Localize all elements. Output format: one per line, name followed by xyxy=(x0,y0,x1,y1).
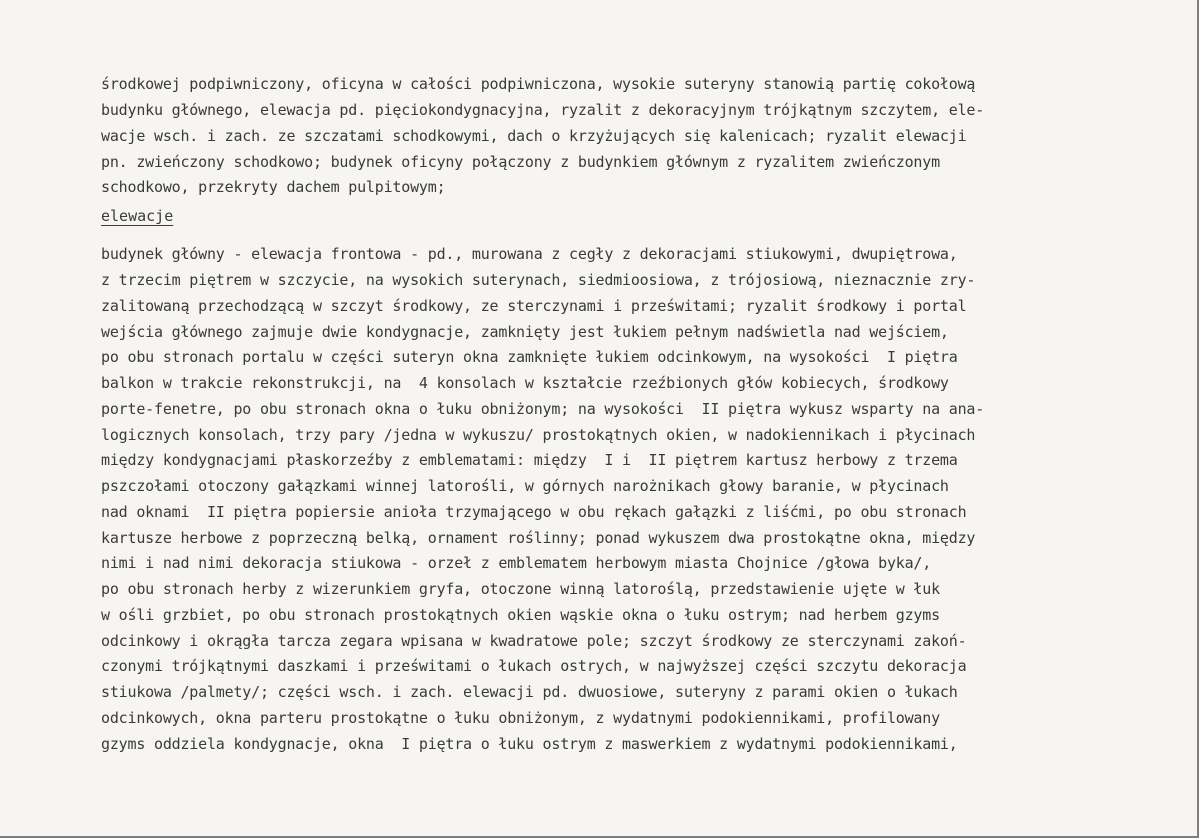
text-line: zalitowaną przechodzącą w szczyt środkowy, ze sterczynami i prześwitami; ryzalit środkowy i portal xyxy=(101,297,967,315)
text-line: odcinkowy i okrągła tarcza zegara wpisana w kwadratowe pole; szczyt środkowy ze sterczynami zakoń- xyxy=(101,632,967,650)
text-line: środkowej podpiwniczony, oficyna w całości podpiwniczona, wysokie suteryny stanowią partię cokołową xyxy=(101,75,976,93)
text-line: nad oknami II piętra popiersie anioła trzymającego w obu rękach gałązki z liśćmi, po obu stronach xyxy=(101,503,967,521)
text-line: gzyms oddziela kondygnacje, okna I piętra o łuku ostrym z maswerkiem z wydatnymi podokiennikami, xyxy=(101,735,958,753)
text-line: nimi i nad nimi dekoracja stiukowa - orzeł z emblematem herbowym miasta Chojnice /głowa byka/, xyxy=(101,554,932,572)
text-line: logicznych konsolach, trzy pary /jedna w wykuszu/ prostokątnych okien, w nadokiennikach i płycinach xyxy=(101,426,976,444)
section-heading: elewacje xyxy=(101,207,174,225)
text-line: schodkowo, przekryty dachem pulpitowym; xyxy=(101,178,446,196)
text-line: budynek główny - elewacja frontowa - pd., murowana z cegły z dekoracjami stiukowymi, dwupiętrowa, xyxy=(101,245,958,263)
text-line: porte-fenetre, po obu stronach okna o łuku obniżonym; na wysokości II piętra wykusz wsparty na ana- xyxy=(101,400,985,418)
text-line: kartusze herbowe z poprzeczną belką, ornament roślinny; ponad wykuszem dwa prostokątne okna, między xyxy=(101,529,976,547)
text-line: balkon w trakcie rekonstrukcji, na 4 konsolach w kształcie rzeźbionych głów kobiecych, środkowy xyxy=(101,374,949,392)
text-line: stiukowa /palmety/; części wsch. i zach. elewacji pd. dwuosiowe, suteryny z parami okien o łukach xyxy=(101,683,958,701)
text-line: wacje wsch. i zach. ze szczatami schodkowymi, dach o krzyżujących się kalenicach; ryzalit elewacji xyxy=(101,127,967,145)
text-line: między kondygnacjami płaskorzeźby z emblematami: między I i II piętrem kartusz herbowy z trzema xyxy=(101,451,958,469)
text-line: wejścia głównego zajmuje dwie kondygnacje, zamknięty jest łukiem pełnym nadświetla nad wejściem, xyxy=(101,323,949,341)
text-line: z trzecim piętrem w szczycie, na wysokich suterynach, siedmioosiowa, z trójosiową, nieznacznie zry- xyxy=(101,271,976,289)
text-line: czonymi trójkątnymi daszkami i prześwitami o łukach ostrych, w najwyższej części szczytu dekoracja xyxy=(101,657,967,675)
text-line: w ośli grzbiet, po obu stronach prostokątnych okien wąskie okna o łuku ostrym; nad herbem gzyms xyxy=(101,606,940,624)
text-line: odcinkowych, okna parteru prostokątne o łuku obniżonym, z wydatnymi podokiennikami, profilowany xyxy=(101,709,940,727)
text-line: pszczołami otoczony gałązkami winnej latorośli, w górnych narożnikach głowy baranie, w płycinach xyxy=(101,477,949,495)
text-line: po obu stronach portalu w części suteryn okna zamknięte łukiem odcinkowym, na wysokości I piętra xyxy=(101,348,958,366)
text-line: pn. zwieńczony schodkowo; budynek oficyny połączony z budynkiem głównym z ryzalitem zwieńczonym xyxy=(101,153,940,171)
text-line: po obu stronach herby z wizerunkiem gryfa, otoczone winną latoroślą, przedstawienie ujęte w łuk xyxy=(101,580,940,598)
text-line: budynku głównego, elewacja pd. pięciokondygnacyjna, ryzalit z dekoracyjnym trójkątnym szczytem, ele- xyxy=(101,101,985,119)
